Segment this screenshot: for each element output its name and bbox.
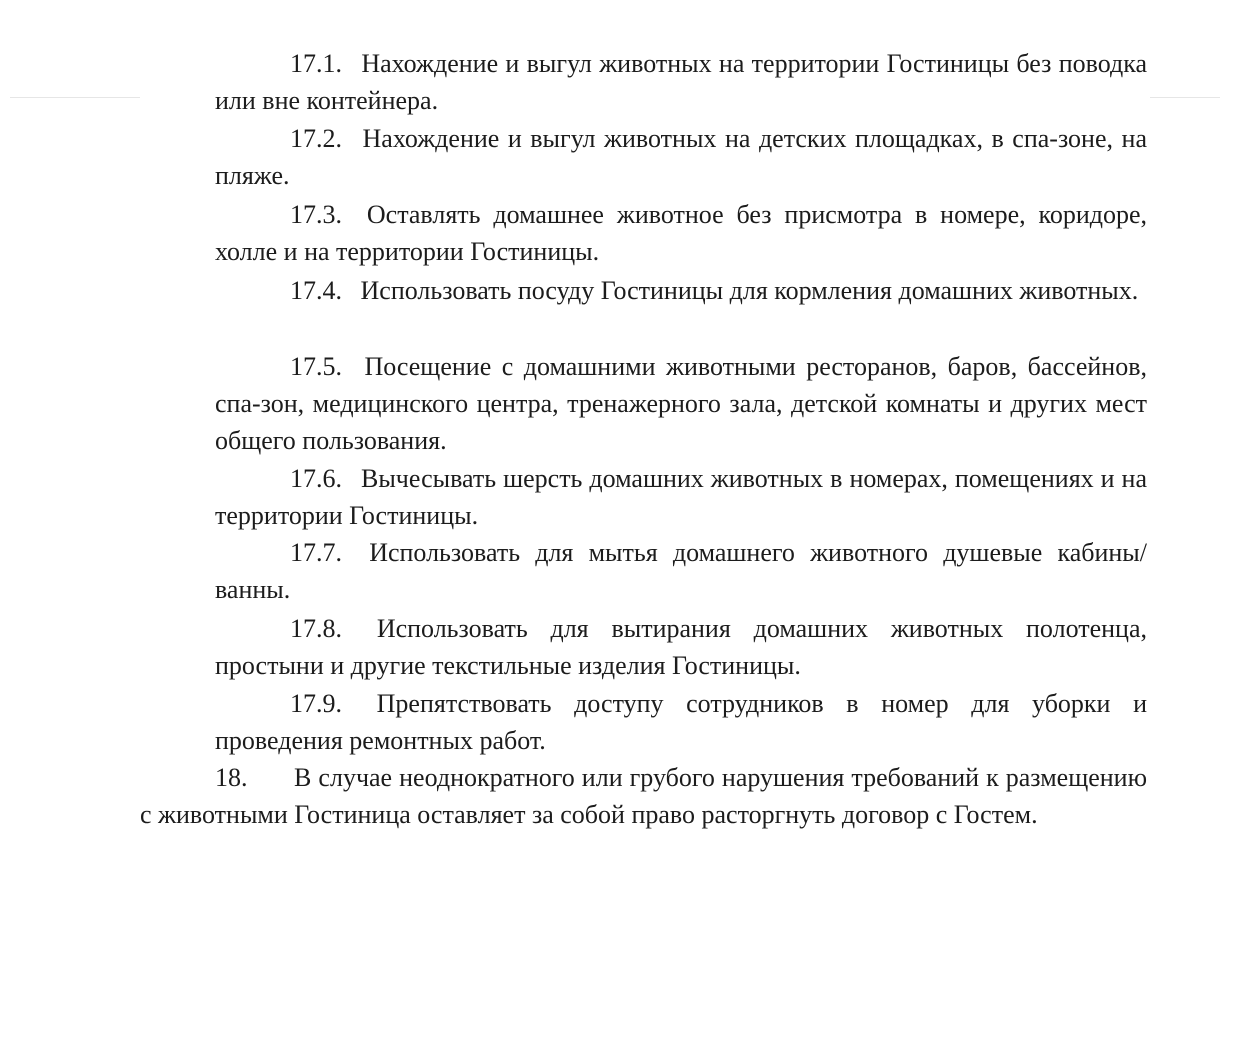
rule-number: 17.5. bbox=[290, 352, 342, 381]
rule-text: В случае неоднократного или грубого нарушения требований к размещению с животными Гостиница оставляет за собой право расторгнуть договор с Гостем. bbox=[140, 763, 1148, 829]
rule-number: 17.6. bbox=[290, 464, 342, 493]
rule-item-17-5 bbox=[215, 348, 1147, 459]
rule-number: 17.7. bbox=[290, 538, 342, 567]
rule-item-18 bbox=[140, 759, 1147, 833]
rule-item-17-2 bbox=[215, 120, 1147, 194]
rule-text: Препятствовать доступу сотрудников в номер для уборки и проведения ремонтных работ. bbox=[215, 689, 1148, 755]
rule-item-17-7 bbox=[215, 534, 1147, 608]
rule-number: 17.4. bbox=[290, 276, 342, 305]
rule-text: Оставлять домашнее животное без присмотра в номере, коридоре, холле и на территории Гостиницы. bbox=[215, 200, 1147, 266]
rule-number: 17.3. bbox=[290, 200, 342, 229]
rule-number: 17.8. bbox=[290, 614, 342, 643]
rule-item-17-8 bbox=[215, 610, 1147, 684]
rule-item-17-3 bbox=[215, 196, 1147, 270]
rule-text: Нахождение и выгул животных на детских площадках, в спа-зоне, на пляже. bbox=[215, 124, 1147, 190]
rule-number: 18. bbox=[215, 763, 248, 792]
rule-number: 17.2. bbox=[290, 124, 342, 153]
rule-item-17-6 bbox=[215, 460, 1147, 534]
rule-number: 17.1. bbox=[290, 49, 342, 78]
rule-item-17-1 bbox=[215, 45, 1147, 119]
rule-text: Использовать посуду Гостиницы для кормления домашних животных. bbox=[360, 276, 1139, 305]
rule-text: Вычесывать шерсть домашних животных в номерах, помещениях и на территории Гостиницы. bbox=[215, 464, 1148, 530]
rule-text: Использовать для мытья домашнего животного душевые кабины/ванны. bbox=[215, 538, 1147, 604]
rule-text: Использовать для вытирания домашних животных полотенца, простыни и другие текстильные изделия Гостиницы. bbox=[215, 614, 1147, 680]
rule-item-17-9 bbox=[215, 685, 1147, 759]
rule-number: 17.9. bbox=[290, 689, 342, 718]
rule-item-17-4 bbox=[215, 272, 1147, 309]
rule-text: Нахождение и выгул животных на территории Гостиницы без поводка или вне контейнера. bbox=[215, 49, 1148, 115]
rule-text: Посещение с домашними животными ресторанов, баров, бассейнов, спа-зон, медицинского центра, тренажерного зала, детской комнаты и других мест общего пользования. bbox=[215, 352, 1147, 455]
